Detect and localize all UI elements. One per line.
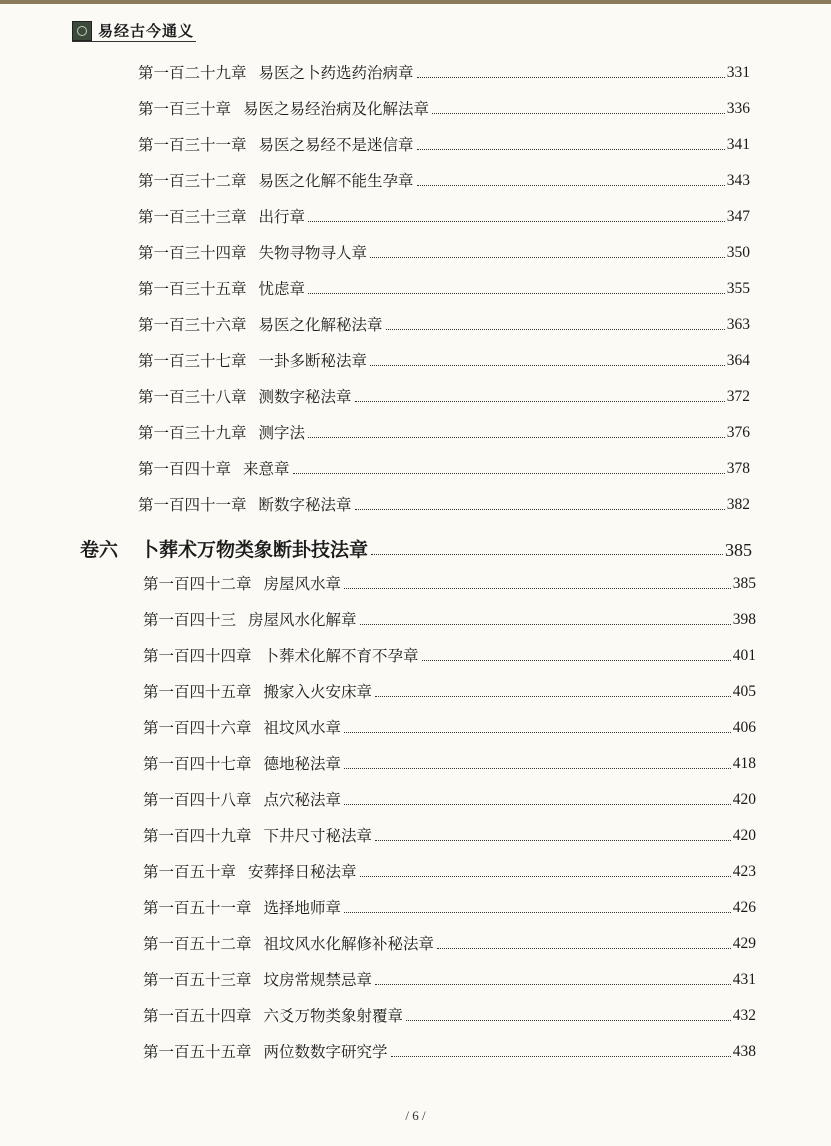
toc-page-number: 336 xyxy=(726,100,750,117)
toc-chapter-number: 第一百三十六章 xyxy=(138,316,247,334)
toc-entry[interactable] xyxy=(138,278,750,300)
toc-entry[interactable] xyxy=(143,681,756,703)
toc-chapter-number: 第一百五十一章 xyxy=(143,899,252,917)
toc-dot-leader xyxy=(391,1056,731,1057)
toc-page-number: 372 xyxy=(726,388,750,405)
toc-dot-leader xyxy=(360,624,731,625)
toc-chapter-title: 断数字秘法章 xyxy=(258,496,352,514)
page-number: / 6 / xyxy=(405,1108,426,1123)
toc-entry[interactable] xyxy=(138,206,750,228)
toc-chapter-title: 祖坟风水化解修补秘法章 xyxy=(263,935,435,953)
toc-dot-leader xyxy=(308,437,725,438)
toc-page-number: 420 xyxy=(732,791,756,808)
toc-chapter-title: 卜葬术化解不育不孕章 xyxy=(263,647,419,665)
toc-chapter-number: 第一百三十八章 xyxy=(138,388,247,406)
toc-entry[interactable] xyxy=(138,494,750,516)
toc-page-number: 363 xyxy=(726,316,750,333)
toc-chapter-number: 第一百二十九章 xyxy=(138,64,247,82)
toc-page-number: 405 xyxy=(732,683,756,700)
toc-chapter-title: 忧虑章 xyxy=(258,280,306,298)
toc-entry[interactable] xyxy=(143,825,756,847)
toc-chapter-number: 第一百三十三章 xyxy=(138,208,247,226)
toc-chapter-number: 第一百四十章 xyxy=(138,460,232,478)
toc-dot-leader xyxy=(355,509,725,510)
toc-page-number: 385 xyxy=(732,575,756,592)
toc-page-number: 364 xyxy=(726,352,750,369)
toc-entry[interactable] xyxy=(143,789,756,811)
toc-dot-leader xyxy=(422,660,731,661)
toc-dot-leader xyxy=(344,588,731,589)
toc-chapter-number: 第一百五十三章 xyxy=(143,971,252,989)
toc-dot-leader xyxy=(437,948,731,949)
toc-dot-leader xyxy=(417,149,725,150)
toc-chapter-number: 第一百四十三 xyxy=(143,611,237,629)
toc-entry[interactable] xyxy=(138,98,750,120)
toc-chapter-title: 房屋风水章 xyxy=(263,575,342,593)
toc-page-number: 420 xyxy=(732,827,756,844)
toc-chapter-title: 六爻万物类象射覆章 xyxy=(263,1007,404,1025)
toc-entry[interactable] xyxy=(143,933,756,955)
toc-chapter-number: 第一百四十二章 xyxy=(143,575,252,593)
toc-dot-leader xyxy=(432,113,725,114)
toc-dot-leader xyxy=(370,365,725,366)
toc-chapter-number: 第一百四十一章 xyxy=(138,496,247,514)
toc-page-number: 343 xyxy=(726,172,750,189)
toc-chapter-number: 第一百五十五章 xyxy=(143,1043,252,1061)
toc-chapter-title: 德地秘法章 xyxy=(263,755,342,773)
toc-chapter-title: 测字法 xyxy=(258,424,306,442)
toc-dot-leader xyxy=(344,912,731,913)
toc-page-number: 398 xyxy=(732,611,756,628)
toc-chapter-title: 出行章 xyxy=(258,208,306,226)
toc-entry[interactable] xyxy=(143,573,756,595)
toc-dot-leader xyxy=(417,185,725,186)
toc-entry[interactable] xyxy=(138,134,750,156)
toc-dot-leader xyxy=(417,77,725,78)
toc-chapter-number: 第一百五十章 xyxy=(143,863,237,881)
toc-entry[interactable] xyxy=(143,753,756,775)
toc-entry[interactable] xyxy=(138,458,750,480)
toc-chapter-number: 第一百三十一章 xyxy=(138,136,247,154)
toc-chapter-title: 来意章 xyxy=(243,460,290,478)
toc-dot-leader xyxy=(293,473,725,474)
toc-chapter-number: 第一百四十八章 xyxy=(143,791,252,809)
toc-dot-leader xyxy=(344,768,731,769)
toc-chapter-number: 第一百三十五章 xyxy=(138,280,247,298)
toc-chapter-number: 第一百三十九章 xyxy=(138,424,247,442)
toc-chapter-number: 第一百五十二章 xyxy=(143,935,252,953)
toc-entry[interactable] xyxy=(138,62,750,84)
toc-chapter-number: 卷六 xyxy=(80,539,119,561)
toc-entry[interactable] xyxy=(143,717,756,739)
running-header-title: 易经古今通义 xyxy=(98,22,195,40)
toc-entry[interactable] xyxy=(138,386,750,408)
toc-chapter-title: 易医之化解不能生孕章 xyxy=(258,172,414,190)
toc-page-number: 350 xyxy=(726,244,750,261)
toc-chapter-number: 第一百四十六章 xyxy=(143,719,252,737)
toc-page-number: 438 xyxy=(732,1043,756,1060)
toc-chapter-number: 第一百四十五章 xyxy=(143,683,252,701)
toc-chapter-number: 第一百四十七章 xyxy=(143,755,252,773)
toc-page-number: 331 xyxy=(726,64,750,81)
toc-page-number: 341 xyxy=(726,136,750,153)
toc-chapter-number: 第一百三十章 xyxy=(138,100,232,118)
toc-dot-leader xyxy=(308,293,725,294)
toc-entry[interactable] xyxy=(138,170,750,192)
toc-page-number: 347 xyxy=(726,208,750,225)
toc-dot-leader xyxy=(360,876,731,877)
toc-dot-leader xyxy=(344,804,731,805)
toc-page-number: 418 xyxy=(732,755,756,772)
toc-entry[interactable] xyxy=(138,422,750,444)
toc-chapter-number: 第一百四十九章 xyxy=(143,827,252,845)
toc-dot-leader xyxy=(386,329,725,330)
toc-dot-leader xyxy=(355,401,725,402)
toc-chapter-number: 第一百三十七章 xyxy=(138,352,247,370)
toc-entry[interactable] xyxy=(143,897,756,919)
toc-page-number: 378 xyxy=(726,460,750,477)
toc-entry[interactable] xyxy=(143,861,756,883)
toc-entry[interactable] xyxy=(143,1005,756,1027)
toc-dot-leader xyxy=(344,732,731,733)
toc-chapter-title: 一卦多断秘法章 xyxy=(258,352,368,370)
toc-dot-leader xyxy=(308,221,725,222)
toc-chapter-title: 坟房常规禁忌章 xyxy=(263,971,373,989)
toc-chapter-number: 第一百三十二章 xyxy=(138,172,247,190)
toc-chapter-title: 易医之易经治病及化解法章 xyxy=(243,100,430,118)
toc-dot-leader xyxy=(371,554,723,555)
toc-chapter-title: 失物寻物寻人章 xyxy=(258,244,368,262)
toc-page-number: 432 xyxy=(732,1007,756,1024)
toc-entry[interactable] xyxy=(138,350,750,372)
toc-dot-leader xyxy=(370,257,725,258)
toc-entry[interactable] xyxy=(143,1041,756,1063)
toc-page-number: 355 xyxy=(726,280,750,297)
toc-dot-leader xyxy=(375,840,731,841)
toc-chapter-title: 测数字秘法章 xyxy=(258,388,352,406)
toc-chapter-title: 房屋风水化解章 xyxy=(248,611,357,629)
toc-chapter-title: 易医之化解秘法章 xyxy=(258,316,383,334)
toc-chapter-number: 第一百四十四章 xyxy=(143,647,252,665)
toc-page-number: 406 xyxy=(732,719,756,736)
toc-chapter-number: 第一百三十四章 xyxy=(138,244,247,262)
toc-page-number: 426 xyxy=(732,899,756,916)
toc-chapter-title: 卜葬术万物类象断卦技法章 xyxy=(140,539,369,561)
toc-entry[interactable] xyxy=(143,969,756,991)
toc-entry[interactable] xyxy=(143,609,756,631)
toc-entry[interactable] xyxy=(138,242,750,264)
toc-entry[interactable] xyxy=(143,645,756,667)
toc-page-number: 429 xyxy=(732,935,756,952)
toc-dot-leader xyxy=(375,696,731,697)
toc-chapter-title: 搬家入火安床章 xyxy=(263,683,373,701)
toc-chapter-title: 点穴秘法章 xyxy=(263,791,342,809)
toc-chapter-title: 安葬择日秘法章 xyxy=(248,863,357,881)
toc-chapter-title: 选择地师章 xyxy=(263,899,342,917)
toc-dot-leader xyxy=(375,984,731,985)
toc-entry[interactable] xyxy=(138,314,750,336)
toc-dot-leader xyxy=(406,1020,731,1021)
toc-chapter-title: 祖坟风水章 xyxy=(263,719,342,737)
toc-chapter-title: 两位数数字研究学 xyxy=(263,1043,388,1061)
toc-chapter-number: 第一百五十四章 xyxy=(143,1007,252,1025)
toc-page-number: 385 xyxy=(725,540,752,560)
toc-part-entry[interactable] xyxy=(80,535,752,561)
toc-page-number: 376 xyxy=(726,424,750,441)
toc-page-number: 431 xyxy=(732,971,756,988)
toc-page-number: 423 xyxy=(732,863,756,880)
toc-chapter-title: 易医之易经不是迷信章 xyxy=(258,136,414,154)
toc-chapter-title: 下井尺寸秘法章 xyxy=(263,827,373,845)
toc-page-number: 382 xyxy=(726,496,750,513)
toc-chapter-title: 易医之卜药选药治病章 xyxy=(258,64,414,82)
toc-page-number: 401 xyxy=(732,647,756,664)
